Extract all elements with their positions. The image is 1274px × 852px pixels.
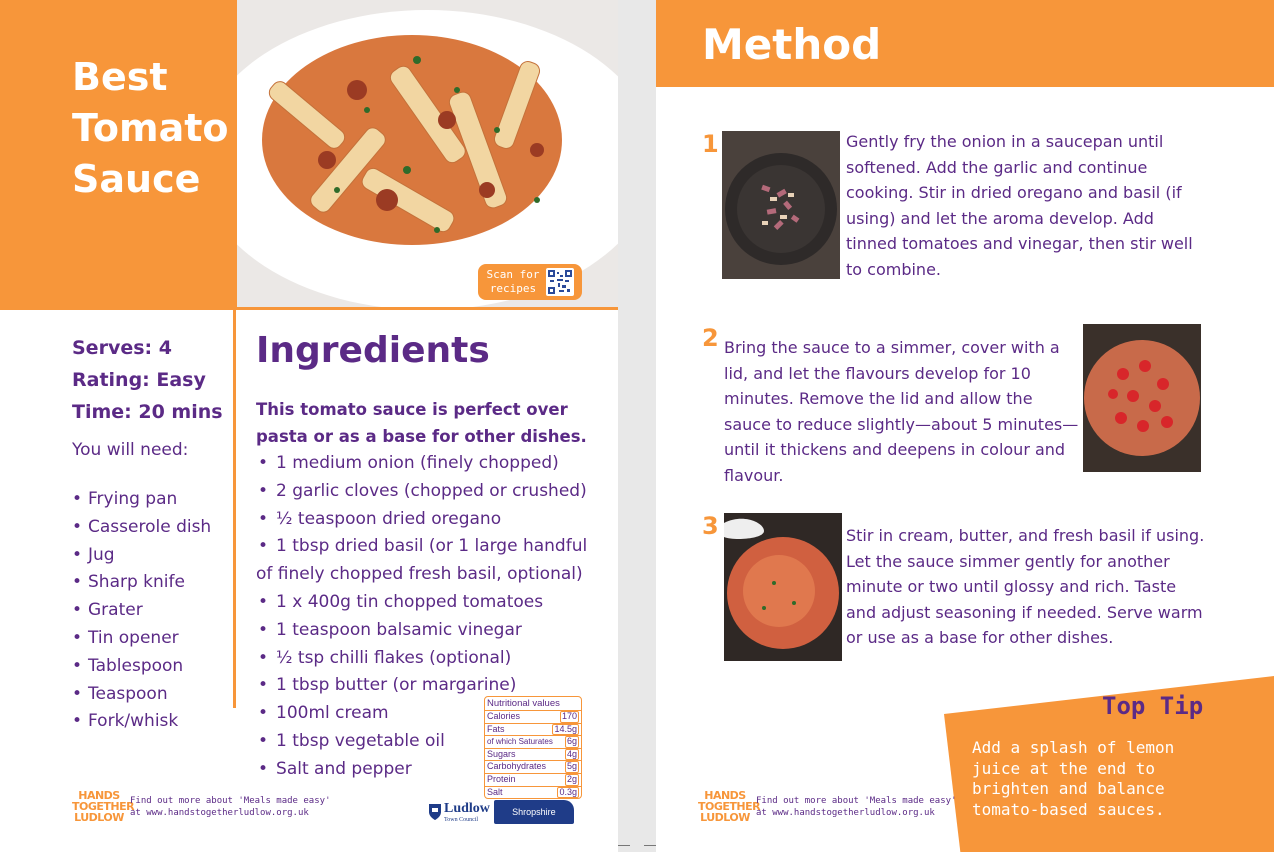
ingredient-text: 1 tbsp dried basil (or 1 large handful of finely chopped fresh basil, optional) [256, 536, 588, 585]
bullet: • [258, 647, 269, 668]
qr-code-icon[interactable] [546, 268, 574, 296]
scan-label: Scan for recipes [486, 268, 540, 295]
step-2-text: Bring the sauce to a simmer, cover with a lid, and let the flavours develop for 10 minutes. Remove the lid and allow the sauce to reduce slightly—about 5 minutes—until it thickens and deepens in colour and flavour. [724, 338, 1079, 485]
nutrition-value: 6g [566, 736, 577, 747]
nutrition-label: Calories [487, 711, 521, 721]
nutrition-label: Fats [487, 723, 505, 734]
photo-underline [237, 307, 618, 310]
nutrition-row [485, 761, 581, 774]
hands-together-logo: HANDS TOGETHER LUDLOW [72, 789, 135, 824]
ingredient-text: Salt and pepper [276, 758, 412, 779]
footer-brand [698, 790, 956, 823]
ingredient-item [256, 617, 596, 645]
nutrition-row [485, 736, 581, 749]
step-3-text: Stir in cream, butter, and fresh basil if using. Let the sauce simmer gently for another minute or two until glossy and rich. Taste and adjust seasoning if needed. Serve warm or use as a base for other dishes. [846, 526, 1205, 648]
ingredient-text: 1 x 400g tin chopped tomatoes [276, 591, 544, 612]
ingredient-text: ½ teaspoon dried oregano [276, 508, 502, 529]
equipment-item: • Jug [72, 542, 211, 570]
equipment-heading: You will need: [72, 440, 189, 460]
time: Time: 20 mins [72, 401, 223, 423]
step-2-photo [1083, 324, 1201, 472]
equipment-item: • Tin opener [72, 625, 211, 653]
serves: Serves: 4 [72, 337, 172, 359]
shield-icon [428, 803, 442, 821]
bullet: • [258, 508, 269, 529]
nutrition-row [485, 711, 581, 724]
bullet: • [258, 480, 269, 501]
ingredient-item [256, 589, 596, 617]
ludlow-name: Ludlow [444, 800, 490, 816]
bullet: • [258, 453, 269, 473]
ingredient-item [256, 478, 596, 506]
nutrition-row [485, 774, 581, 787]
ingredient-item [256, 506, 596, 534]
nutrition-label: Protein [487, 773, 516, 784]
top-tip-heading: Top Tip [1102, 692, 1204, 720]
ingredient-item [256, 645, 596, 673]
shropshire-council-logo: Shropshire [494, 800, 574, 824]
ingredient-text: 100ml cream [276, 703, 389, 724]
footer-brand [72, 790, 330, 823]
ingredient-item [256, 533, 596, 589]
scan-for-recipes-badge[interactable] [478, 264, 582, 300]
nutrition-title: Nutritional values [485, 697, 581, 711]
step-1-photo [722, 131, 840, 279]
nutrition-row [485, 749, 581, 762]
step-number: 3 [702, 512, 719, 540]
ingredient-item [256, 450, 596, 478]
ingredient-text: 2 garlic cloves (chopped or crushed) [276, 480, 587, 501]
ingredient-text: 1 teaspoon balsamic vinegar [276, 619, 522, 640]
nutrition-label: of which Saturates [487, 737, 553, 747]
top-tip-text: Add a splash of lemon juice at the end to brighten and balance tomato-based sauces. [972, 738, 1175, 819]
nutrition-table [484, 696, 582, 799]
column-divider [233, 310, 236, 708]
equipment-item: • Grater [72, 597, 211, 625]
step-3-photo [724, 513, 842, 661]
ingredient-text: 1 tbsp butter (or margarine) [276, 675, 517, 696]
hands-together-logo: HANDS TOGETHER LUDLOW [698, 789, 761, 824]
equipment-item: • Sharp knife [72, 569, 211, 597]
equipment-item: • Teaspoon [72, 681, 211, 709]
crop-mark [618, 845, 630, 846]
ingredient-text: ½ tsp chilli flakes (optional) [276, 647, 512, 668]
equipment-item: • Frying pan [72, 486, 211, 514]
recipe-card-back [656, 0, 1274, 852]
nutrition-value: 5g [566, 761, 577, 772]
step-number: 2 [702, 324, 719, 352]
bullet: • [258, 619, 269, 640]
step-1-text: Gently fry the onion in a saucepan until softened. Add the garlic and continue cooking. Stir in dried oregano and basil (if using) and let the aroma develop. Add tinned tomatoes and vinegar, then stir well to combine. [846, 132, 1193, 279]
bullet: • [258, 675, 269, 696]
bullet: • [258, 536, 269, 557]
bullet: • [258, 758, 269, 779]
rating: Rating: Easy [72, 369, 206, 391]
footer-text: Find out more about 'Meals made easy' at www.handstogetherludlow.org.uk [130, 795, 331, 818]
nutrition-value: 4g [566, 748, 577, 759]
nutrition-value: 170 [561, 711, 577, 721]
ludlow-sub: Town Council [444, 816, 479, 823]
method-heading: Method [702, 20, 882, 69]
nutrition-value: 0.3g [559, 786, 577, 797]
nutrition-value: 14.5g [554, 723, 577, 734]
nutrition-value: 2g [566, 773, 577, 784]
nutrition-row [485, 787, 581, 799]
nutrition-row [485, 724, 581, 737]
nutrition-label: Sugars [487, 748, 516, 759]
recipe-meta [72, 332, 223, 428]
nutrition-label: Carbohydrates [487, 761, 547, 772]
council-logos [428, 800, 574, 824]
recipe-title: Best Tomato Sauce [72, 55, 229, 201]
bullet: • [258, 703, 269, 724]
pasta-photo [237, 0, 618, 308]
ingredient-text: 1 medium onion (finely chopped) [276, 453, 559, 473]
crop-mark [644, 845, 656, 846]
nutrition-label: Salt [487, 786, 503, 797]
bullet: • [258, 730, 269, 751]
ludlow-council-logo [428, 801, 490, 824]
equipment-item: • Fork/whisk [72, 708, 211, 736]
equipment-item: • Casserole dish [72, 514, 211, 542]
step-number: 1 [702, 130, 719, 158]
equipment-item: • Tablespoon [72, 653, 211, 681]
ingredient-text: 1 tbsp vegetable oil [276, 730, 445, 751]
bullet: • [258, 591, 269, 612]
ingredients-heading: Ingredients [256, 330, 490, 371]
recipe-card-front [0, 0, 618, 852]
equipment-list [72, 486, 211, 736]
footer-text: Find out more about 'Meals made easy' at www.handstogetherludlow.org.uk [756, 795, 957, 818]
ingredients-intro: This tomato sauce is perfect over pasta or as a base for other dishes. [256, 400, 587, 446]
